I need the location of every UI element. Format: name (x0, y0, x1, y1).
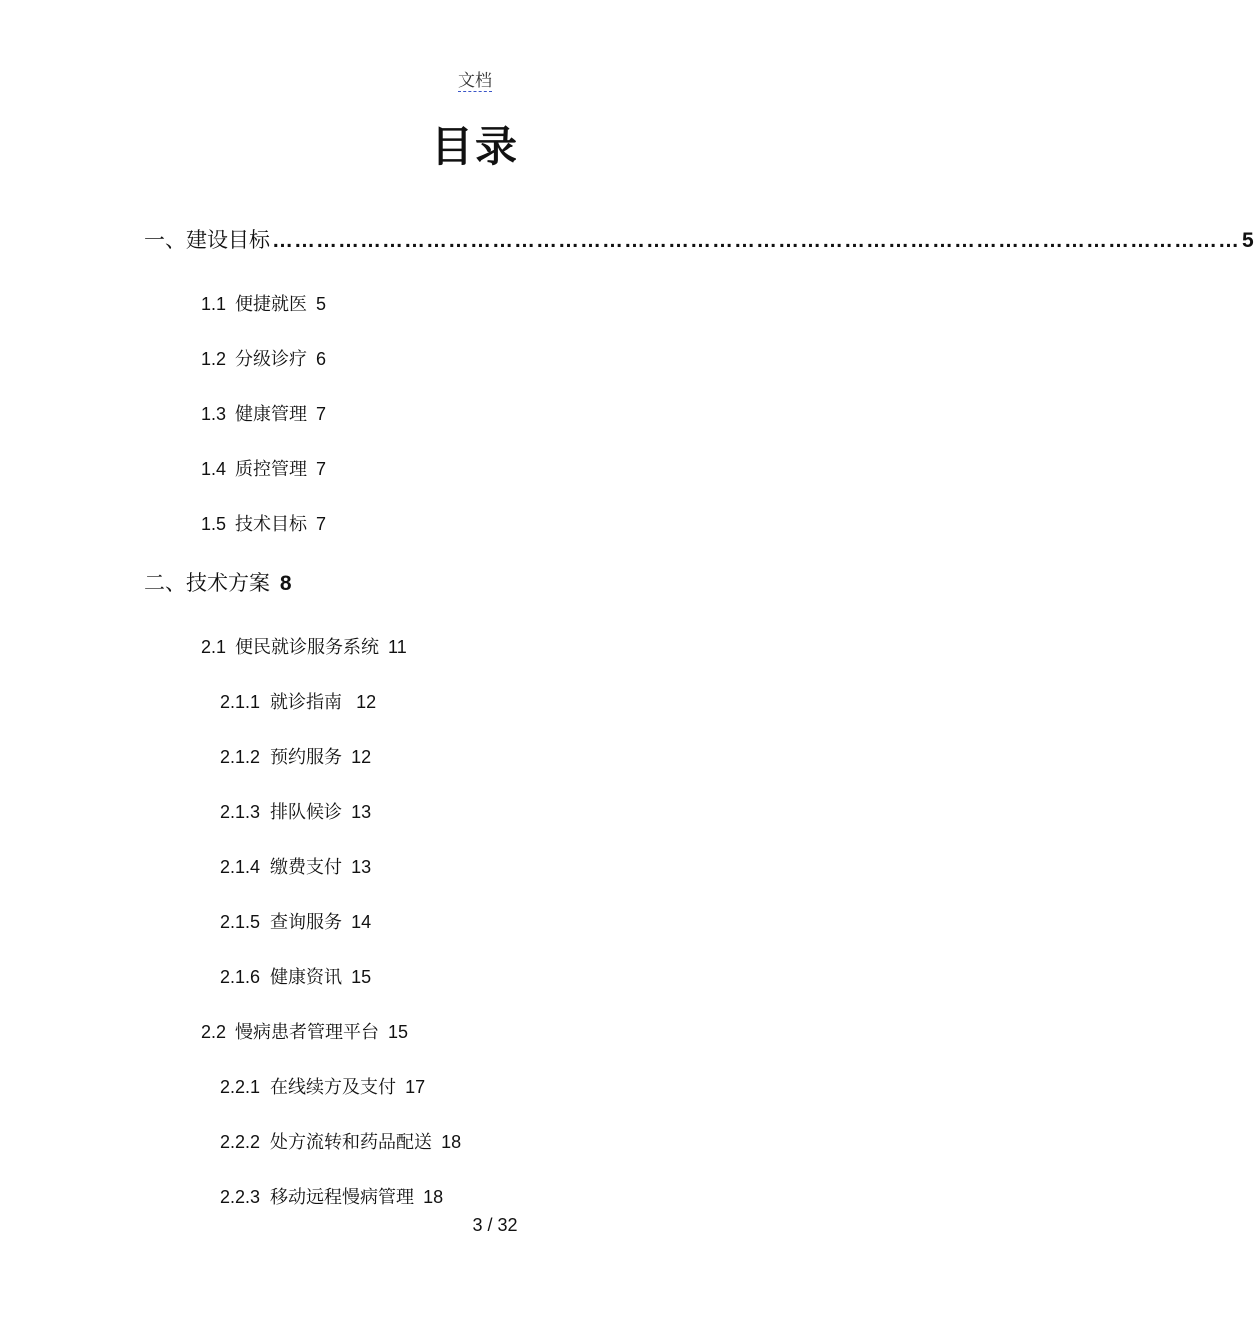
toc-entry-number: 2.2 (201, 1022, 227, 1042)
toc-entry-label: 技术目标 (235, 514, 308, 534)
toc-entry-label: 健康资讯 (270, 967, 343, 987)
toc-entry-label: 预约服务 (270, 747, 343, 767)
header-mark (0, 66, 950, 91)
toc-entry-s1-3[interactable] (201, 400, 326, 426)
toc-entry-label: 质控管理 (235, 459, 308, 479)
toc-entry-page: 18 (441, 1132, 462, 1152)
toc-entry-label: 缴费支付 (270, 857, 343, 877)
toc-entry-number: 1.3 (201, 404, 227, 424)
toc-entry-s2-2-2[interactable] (220, 1128, 461, 1154)
toc-entry-label: 在线续方及支付 (270, 1077, 397, 1097)
toc-entry-number: 2.1.6 (220, 967, 261, 987)
page-indicator: 3 / 32 (472, 1215, 518, 1235)
toc-entry-page: 7 (316, 459, 327, 479)
toc-entry-page: 17 (405, 1077, 426, 1097)
toc-entry-s2-2-1[interactable] (220, 1073, 425, 1099)
toc-entry-page: 8 (279, 572, 292, 595)
toc-entry-label: 排队候诊 (270, 802, 343, 822)
toc-entry-page: 12 (351, 747, 372, 767)
toc-entry-s2-1-1[interactable] (220, 688, 376, 714)
toc-entry-s1-1[interactable] (201, 290, 326, 316)
toc-entry-s2[interactable] (144, 567, 292, 597)
toc-entry-label: 处方流转和药品配送 (270, 1132, 433, 1152)
toc-entry-label: 分级诊疗 (235, 349, 308, 369)
toc-entry-number: 2.2.2 (220, 1132, 261, 1152)
toc-entry-label: 二、技术方案 (144, 572, 270, 595)
toc-entry-s1-2[interactable] (201, 345, 326, 371)
toc-entry-s1-4[interactable] (201, 455, 326, 481)
toc-entry-page: 15 (351, 967, 372, 987)
toc-entry-s2-1-2[interactable] (220, 743, 371, 769)
toc-entry-number: 2.2.3 (220, 1187, 261, 1207)
toc-entry-s1-5[interactable] (201, 510, 326, 536)
header-mark-text: 文档 (458, 71, 492, 90)
toc-entry-number: 2.1.4 (220, 857, 261, 877)
toc-entry-number: 2.2.1 (220, 1077, 261, 1097)
toc-entry-page: 5 (1242, 229, 1254, 252)
toc-entry-label: 就诊指南 (270, 692, 343, 712)
toc-entry-s2-2[interactable] (201, 1018, 408, 1044)
toc-entry-number: 2.1.5 (220, 912, 261, 932)
toc-entry-page: 6 (316, 349, 327, 369)
toc-entry-label: 便民就诊服务系统 (235, 637, 380, 657)
toc-entry-label: 查询服务 (270, 912, 343, 932)
toc-entry-number: 2.1.2 (220, 747, 261, 767)
toc-entry-s1[interactable] (144, 224, 1254, 254)
toc-entry-label: 移动远程慢病管理 (270, 1187, 415, 1207)
toc-entry-s2-1-6[interactable] (220, 963, 371, 989)
toc-entry-number: 1.1 (201, 294, 227, 314)
toc-entry-page: 15 (388, 1022, 409, 1042)
toc-entry-number: 2.1 (201, 637, 227, 657)
toc-entry-page: 7 (316, 514, 327, 534)
toc-entry-label: 便捷就医 (235, 294, 308, 314)
toc-entry-s2-1-4[interactable] (220, 853, 371, 879)
toc-entry-label: 慢病患者管理平台 (235, 1022, 380, 1042)
toc-entry-page: 18 (423, 1187, 444, 1207)
toc-entry-page: 13 (351, 802, 372, 822)
toc-entry-page: 7 (316, 404, 327, 424)
toc-title: 目录 (430, 123, 519, 170)
toc-entry-number: 2.1.3 (220, 802, 261, 822)
toc-dot-leader: …………………………………………………………………………………………………………………… (272, 229, 1240, 252)
toc-entry-label: 一、建设目标 (144, 229, 270, 252)
toc-entry-page: 11 (388, 637, 407, 657)
toc-entry-s2-2-3[interactable] (220, 1183, 443, 1209)
toc-entry-number: 1.5 (201, 514, 227, 534)
toc-entry-s2-1-3[interactable] (220, 798, 371, 824)
toc-entry-label: 健康管理 (235, 404, 308, 424)
toc-entry-page: 12 (356, 692, 377, 712)
toc-entry-page: 13 (351, 857, 372, 877)
toc-entry-page: 14 (351, 912, 372, 932)
toc-entry-s2-1[interactable] (201, 633, 407, 659)
toc-entry-number: 1.4 (201, 459, 227, 479)
toc-entry-number: 1.2 (201, 349, 227, 369)
toc-entry-page: 5 (316, 294, 327, 314)
toc-entry-s2-1-5[interactable] (220, 908, 371, 934)
toc-entry-number: 2.1.1 (220, 692, 261, 712)
